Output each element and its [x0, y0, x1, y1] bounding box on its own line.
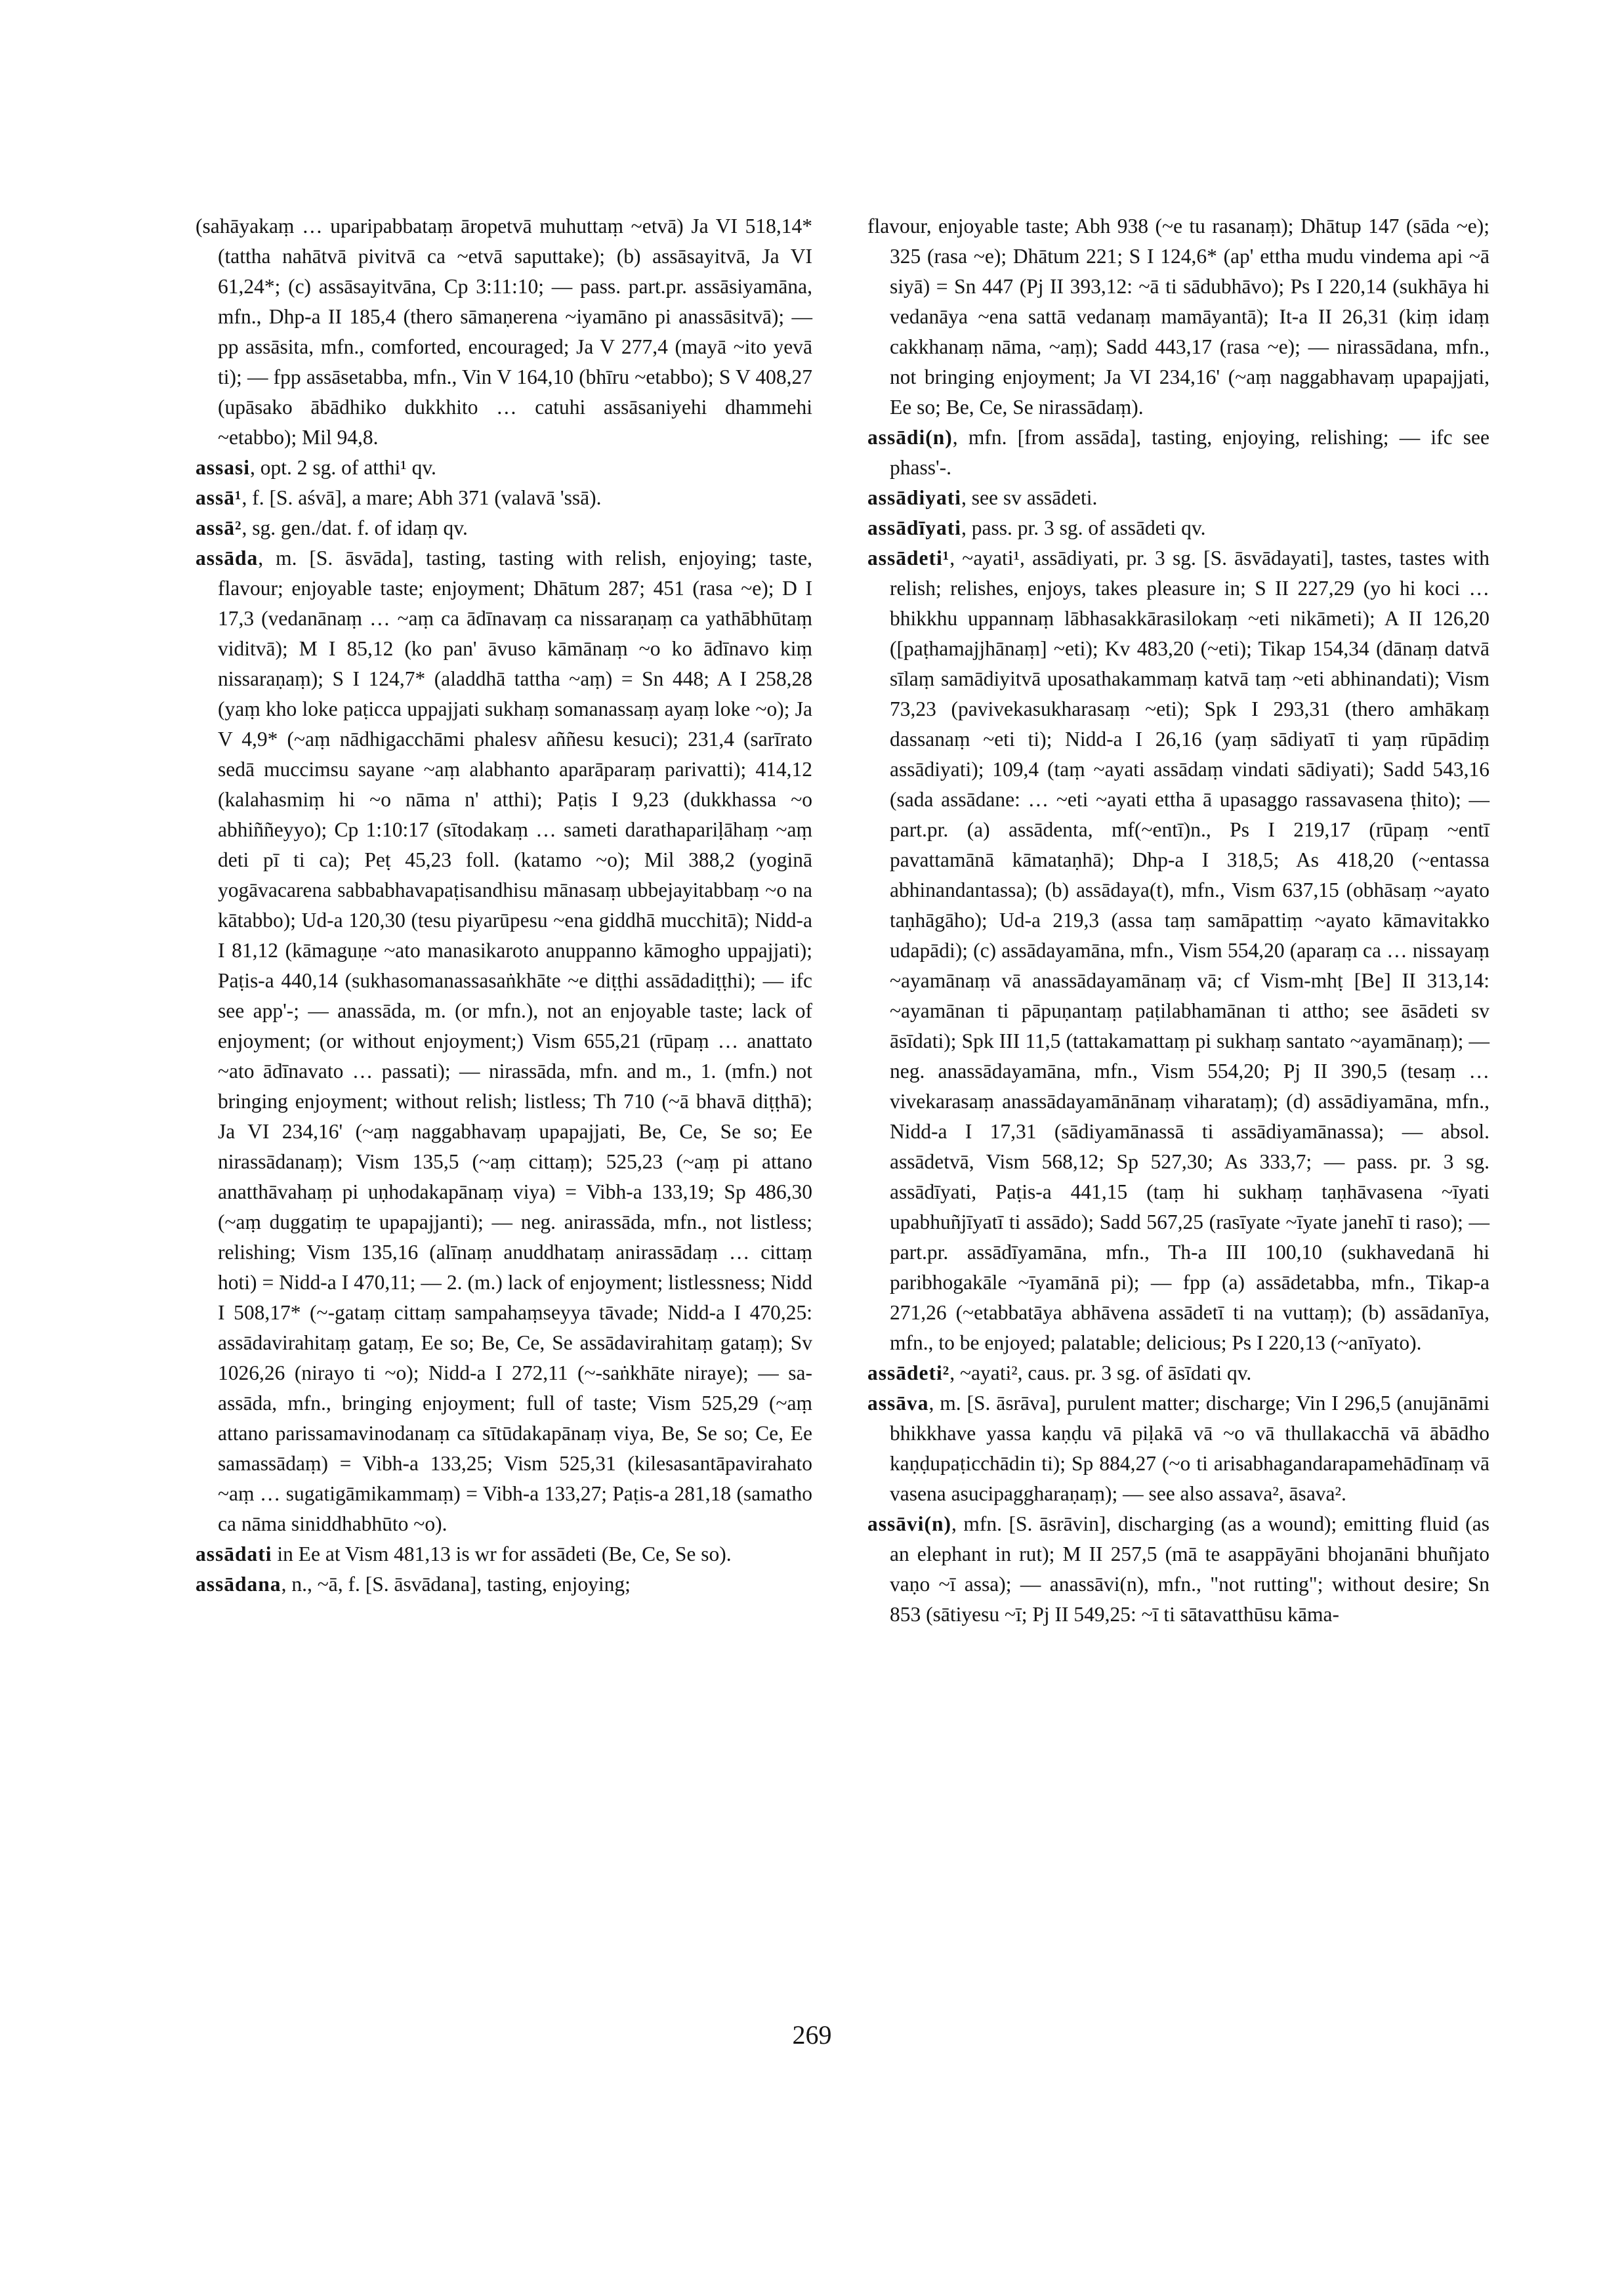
headword: assādana [196, 1573, 281, 1596]
entry-text: , opt. 2 sg. of atthi¹ qv. [250, 456, 436, 479]
headword: assādi(n) [867, 426, 953, 449]
entry-text: , m. [S. āsvāda], tasting, tasting with relish, enjoying; taste, flavour; enjoyable taste; enjoyment; Dhātum 287; 451 (rasa ~e); D I 17,3 (vedanānaṃ … ~aṃ ca ādīnavaṃ ca nissaraṇaṃ ca yathābhūtaṃ viditvā); M I 85,12 (ko pan' āvuso kāmānaṃ ~o ko ādīnavo kiṃ nissaraṇaṃ); S I 124,7* (aladdhā tattha ~aṃ) = Sn 448; A I 258,28 (yaṃ kho loke paṭicca uppajjati sukhaṃ somanassaṃ ayaṃ loke ~o); Ja V 4,9* (~aṃ nādhigacchāmi phalesv aññesu kesuci); 231,4 (sarīrato sedā muccimsu sayane ~aṃ alabhanto aparāparaṃ parivatti); 414,12 (kalahasmiṃ hi ~o nāma n' atthi); Paṭis I 9,23 (dukkhassa ~o abhiññeyyo); Cp 1:10:17 (sītodakaṃ … sameti darathapariḷāhaṃ ~aṃ deti pī ti ca); Peṭ 45,23 foll. (katamo ~o); Mil 388,2 (yoginā yogāvacarena sabbabhavapaṭisandhisu mānasaṃ ubbejayitabbaṃ ~o na kātabbo); Ud-a 120,30 (tesu piyarūpesu ~ena giddhā mucchitā); Nidd-a I 81,12 (kāmaguṇe ~ato manasikaroto anuppanno kāmogho uppajjati); Paṭis-a 440,14 (sukhasomanassasaṅkhāte ~e diṭṭhi assādadiṭṭhi); — ifc see app'-; — anassāda, m. (or mfn.), not an enjoyable taste; lack of enjoyment; (or without enjoyment;) Vism 655,21 (rūpaṃ … anattato ~ato ādīnavato … passati); — nirassāda, mfn. and m., 1. (mfn.) not bringing enjoyment; without relish; listless; Th 710 (~ā bhavā diṭṭhā); Ja VI 234,16' (~aṃ naggabhavaṃ upapajjati, Be, Ce, Se so; Ee nirassādanaṃ); Vism 135,5 (~aṃ cittaṃ); 525,23 (~aṃ pi attano anatthāvahaṃ pi uṇhodakapānaṃ viya) = Vibh-a 133,19; Sp 486,30 (~aṃ duggatiṃ te upapajjanti); — neg. anirassāda, mfn., not listless; relishing; Vism 135,16 (alīnaṃ anuddhataṃ anirassādaṃ … cittaṃ hoti) = Nidd-a I 470,11; — 2. (m.) lack of enjoyment; listlessness; Nidd I 508,17* (~-gataṃ cittaṃ sampahaṃseyya tāvade; Nidd-a I 470,25: assādavirahitaṃ gataṃ, Ee so; Be, Ce, Se assādavirahitaṃ gataṃ); Sv 1026,26 (nirayo ti ~o); Nidd-a I 272,11 (~-saṅkhāte niraye); — sa-assāda, mfn., bringing enjoyment; full of taste; Vism 525,29 (~aṃ attano parissamavinodanaṃ ca sītūdakapānaṃ viya, Be, Se so; Ce, Ee samassādaṃ) = Vibh-a 133,25; Vism 525,31 (kilesasantāpavirahato ~aṃ … sugatigāmikammaṃ) = Vibh-a 133,27; Paṭis-a 281,18 (samatho ca nāma siniddhabhūto ~o). [218, 547, 812, 1535]
headword: assādati [196, 1542, 272, 1565]
entry-assadeti-1 [867, 543, 1489, 1358]
entry-text: flavour, enjoyable taste; Abh 938 (~e tu rasanaṃ); Dhātup 147 (sāda ~e); 325 (rasa ~e); Dhātum 221; S I 124,6* (ap' ettha mudu vindema api ~ā siyā) = Sn 447 (Pj II 393,12: ~ā ti sādubhāvo); Ps I 220,14 (sukhāya hi vedanāya ~ena sattā vedanaṃ mamāyantā); It-a II 26,31 (kiṃ idaṃ cakkhanaṃ nāma, ~aṃ); Sadd 443,17 (rasa ~e); — nirassādana, mfn., not bringing enjoyment; Ja VI 234,16' (~aṃ naggabhavaṃ upapajjati, Ee so; Be, Ce, Se nirassādaṃ). [867, 215, 1489, 419]
entry-assadeti-2 [867, 1358, 1489, 1388]
headword: assādiyati [867, 486, 962, 509]
entry-text: , ~ayati², caus. pr. 3 sg. of āsīdati qv. [949, 1361, 1252, 1384]
headword: assāvi(n) [867, 1512, 952, 1535]
headword: assādeti² [867, 1361, 950, 1384]
entry-continuation [196, 211, 812, 453]
entry-assava [867, 1388, 1489, 1509]
entry-text: , sg. gen./dat. f. of idaṃ qv. [241, 516, 468, 539]
entry-text: , m. [S. āsrāva], purulent matter; discharge; Vin I 296,5 (anujānāmi bhikkhave yassa kaṇḍu vā piḷakā vā ~o vā thullakacchā vā ābādho kaṇḍupaṭicchādin ti); Sp 884,27 (~o ti arisabhagandarapamehādīnaṃ vā vasena asucipaggharaṇaṃ); — see also assava², āsava². [890, 1392, 1489, 1505]
entry-text: , ~ayati¹, assādiyati, pr. 3 sg. [S. āsvādayati], tastes, tastes with relish; relishes, enjoys, takes pleasure in; S II 227,29 (yo hi koci … bhikkhu uppannaṃ lābhasakkārasilokaṃ ~eti nikāmeti); A II 126,20 ([paṭhamajjhānaṃ] ~eti); Kv 483,20 (~eti); Tikap 154,34 (dānaṃ datvā sīlaṃ samādiyitvā uposathakammaṃ katvā taṃ ~eti abhinandati); Vism 73,23 (pavivekasukharasaṃ ~eti); Spk I 293,31 (thero amhākaṃ dassanaṃ ~eti ti); Nidd-a I 26,16 (yaṃ sādiyatī ti yaṃ rūpādiṃ assādiyati); 109,4 (taṃ ~ayati assādaṃ vindati sādiyati); Sadd 543,16 (sada assādane: … ~eti ~ayati ettha ā upasaggo rassavasena ṭhito); — part.pr. (a) assādenta, mf(~entī)n., Ps I 219,17 (rūpaṃ ~entī pavattamānā kāmataṇhā); Dhp-a I 318,5; As 418,20 (~entassa abhinandantassa); (b) assādaya(t), mfn., Vism 637,15 (obhāsaṃ ~ayato taṇhāgāho); Ud-a 219,3 (assa taṃ samāpattiṃ ~ayato kāmavitakko udapādi); (c) assādayamāna, mfn., Vism 554,20 (aparaṃ ca … nissayaṃ ~ayamānaṃ vā anassādayamānaṃ vā; cf Vism-mhṭ [Be] II 313,14: ~ayamānan ti pāpuṇantaṃ paṭilabhamānan ti attho; see āsādeti sv āsīdati); Spk III 11,5 (tattakamattaṃ pi sukhaṃ santato ~ayamānaṃ); — neg. anassādayamāna, mfn., Vism 554,20; Pj II 390,5 (tesaṃ … vivekarasaṃ anassādayamānānaṃ viharataṃ); (d) assādiyamāna, mfn., Nidd-a I 17,31 (sādiyamānassā ti assādiyamānassa); — absol. assādetvā, Vism 568,12; Sp 527,30; As 333,7; — pass. pr. 3 sg. assādīyati, Paṭis-a 441,15 (taṃ hi sukhaṃ taṇhāvasena ~īyati upabhuñjīyatī ti assādo); Sadd 567,25 (rasīyate ~īyate janehī ti raso); — part.pr. assādīyamāna, mfn., Th-a III 100,10 (sukhavedanā hi paribhogakāle ~īyamānā pi); — fpp (a) assādetabba, mfn., Tikap-a 271,26 (~etabbatāya abhāvena assādetī ti na vuttaṃ); (b) assādanīya, mfn., to be enjoyed; palatable; delicious; Ps I 220,13 (~anīyato). [890, 547, 1489, 1354]
entry-text: , n., ~ā, f. [S. āsvādana], tasting, enjoying; [281, 1573, 631, 1596]
headword: assā¹ [196, 486, 242, 509]
entry-assadin [867, 423, 1489, 483]
headword: assāva [867, 1392, 929, 1415]
headword: assādeti¹ [867, 547, 950, 569]
entry-assada [196, 543, 812, 1539]
entry-continuation [867, 211, 1489, 423]
headword: assasi [196, 456, 251, 479]
entry-text: , mfn. [from assāda], tasting, enjoying, relishing; — ifc see phass'-. [890, 426, 1489, 479]
entry-text: , see sv assādeti. [961, 486, 1098, 509]
right-column [867, 211, 1489, 1630]
entry-text: , f. [S. aśvā], a mare; Abh 371 (valavā 'ssā). [241, 486, 602, 509]
entry-assadiyati-pass [867, 513, 1489, 543]
entry-assa-1 [196, 483, 812, 513]
page-number: 269 [792, 2020, 832, 2050]
entry-text: , pass. pr. 3 sg. of assādeti qv. [961, 516, 1206, 539]
headword: assā² [196, 516, 242, 539]
entry-assadana [196, 1569, 812, 1600]
entry-assadiyati [867, 483, 1489, 513]
entry-assadati [196, 1539, 812, 1569]
entry-assavin [867, 1509, 1489, 1630]
entry-assa-2 [196, 513, 812, 543]
entry-text: , mfn. [S. āsrāvin], discharging (as a wound); emitting fluid (as an elephant in rut); M II 257,5 (mā te asappāyāni bhojanāni bhuñjato vaṇo ~ī assa); — anassāvi(n), mfn., "not rutting"; without desire; Sn 853 (sātiyesu ~ī; Pj II 549,25: ~ī ti sātavatthūsu kāma- [890, 1512, 1489, 1626]
headword: assādīyati [867, 516, 962, 539]
entry-text: in Ee at Vism 481,13 is wr for assādeti (Be, Ce, Se so). [272, 1542, 732, 1565]
headword: assāda [196, 547, 259, 569]
entry-assasi [196, 453, 812, 483]
left-column [196, 211, 812, 1600]
entry-text: (sahāyakaṃ … uparipabbataṃ āropetvā muhuttaṃ ~etvā) Ja VI 518,14* (tattha nahātvā pivitvā ca ~etvā saputtake); (b) assāsayitvā, Ja VI 61,24*; (c) assāsayitvāna, Cp 3:11:10; — pass. part.pr. assāsiyamāna, mfn., Dhp-a II 185,4 (thero sāmaṇerena ~iyamāno pi anassāsitvā); — pp assāsita, mfn., comforted, encouraged; Ja V 277,4 (mayā ~ito yevā ti); — fpp assāsetabba, mfn., Vin V 164,10 (bhīru ~etabbo); S V 408,27 (upāsako ābādhiko dukkhito … catuhi assāsaniyehi dhammehi ~etabbo); Mil 94,8. [196, 215, 812, 449]
